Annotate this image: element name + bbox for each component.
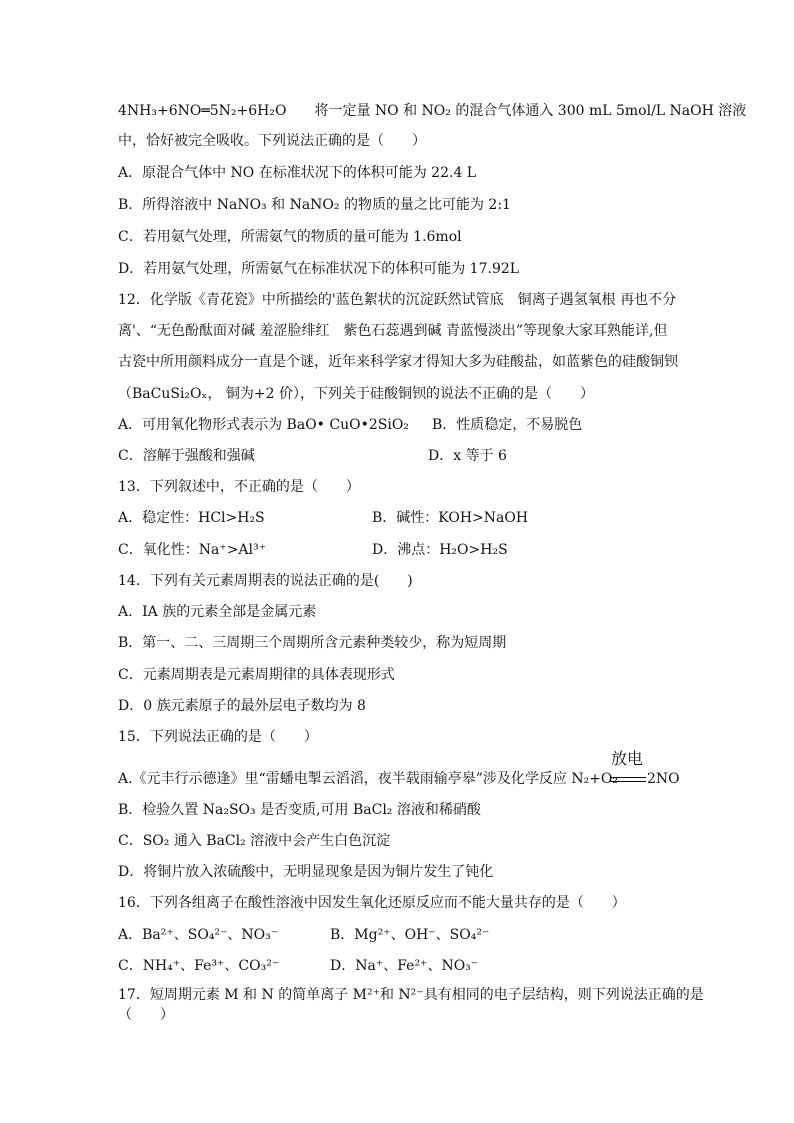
q14-option-d: D．0 族元素原子的最外层电子数均为 8 <box>118 698 366 714</box>
q15-stem: 15．下列说法正确的是（ ） <box>118 729 318 745</box>
q17-stem-line1: 17．短周期元素 M 和 N 的简单离子 M²⁺和 N²⁻具有相同的电子层结构，则下列说法正确的是 <box>118 987 704 1003</box>
q13-option-d: D．沸点：H₂O>H₂S <box>372 542 508 558</box>
q12-stem-line4: （BaCuSi₂Oₓ， 铜为+2 价），下列关于硅酸铜钡的说法不正确的是（ ） <box>118 386 594 402</box>
q15-option-b: B．检验久置 Na₂SO₃ 是否变质,可用 BaCl₂ 溶液和稀硝酸 <box>118 802 481 818</box>
q15-option-c: C．SO₂ 通入 BaCl₂ 溶液中会产生白色沉淀 <box>118 833 391 849</box>
q16-option-a: A．Ba²⁺、SO₄²⁻、NO₃⁻ <box>118 927 279 943</box>
q13-stem: 13．下列叙述中，不正确的是（ ） <box>118 479 360 495</box>
q16-option-c: C．NH₄⁺、Fe³⁺、CO₃²⁻ <box>118 958 280 974</box>
q11-option-c: C．若用氨气处理，所需氨气的物质的量可能为 1.6mol <box>118 229 462 245</box>
q14-option-b: B．第一、二、三周期三个周期所含元素种类较少，称为短周期 <box>118 635 507 651</box>
q14-option-c: C．元素周期表是元素周期律的具体表现形式 <box>118 667 395 683</box>
q15-option-a-text: A.《元丰行示德逢》里“雷蟠电掣云滔滔，夜半载雨输亭皋”涉及化学反应 N₂+O₂ <box>118 771 619 787</box>
q11-stem-line1: 4NH₃+6NO═5N₂+6H₂O 将一定量 NO 和 NO₂ 的混合气体通入 300 mL 5mol/L NaOH 溶液 <box>118 103 747 119</box>
q15-option-d: D．将铜片放入浓硫酸中，无明显现象是因为铜片发生了钝化 <box>118 864 494 880</box>
q12-stem-line1: 12．化学版《青花瓷》中所描绘的'蓝色絮状的沉淀跃然试管底 铜离子遇氢氧根 再也不分 <box>118 292 677 308</box>
q12-option-a: A．可用氧化物形式表示为 BaO• CuO•2SiO₂ <box>118 417 409 433</box>
q11-option-a: A．原混合气体中 NO 在标准状况下的体积可能为 22.4 L <box>118 165 477 181</box>
q13-option-b: B．碱性：KOH>NaOH <box>372 510 529 526</box>
q14-stem: 14．下列有关元素周期表的说法正确的是( ) <box>118 573 413 589</box>
q11-option-d: D．若用氨气处理，所需氨气在标准状况下的体积可能为 17.92L <box>118 261 520 277</box>
q12-option-d: D．x 等于 6 <box>428 448 507 464</box>
q11-stem-line2: 中，恰好被完全吸收。下列说法正确的是（ ） <box>118 133 426 149</box>
q13-option-a: A．稳定性：HCl>H₂S <box>118 510 265 526</box>
q16-stem: 16．下列各组离子在酸性溶液中因发生氧化还原反应而不能大量共存的是（ ） <box>118 895 626 911</box>
q16-option-d: D．Na⁺、Fe²⁺、NO₃⁻ <box>330 958 479 974</box>
q12-option-b: B．性质稳定，不易脱色 <box>432 417 583 433</box>
q14-option-a: A．IA 族的元素全部是金属元素 <box>118 604 317 620</box>
q16-option-b: B．Mg²⁺、OH⁻、SO₄²⁻ <box>330 927 490 943</box>
q13-option-c: C．氧化性：Na⁺>Al³⁺ <box>118 542 267 558</box>
q15-reaction-arrow <box>610 777 646 782</box>
q15-reaction-condition: 放电 <box>611 749 644 768</box>
q11-option-b: B．所得溶液中 NaNO₃ 和 NaNO₂ 的物质的量之比可能为 2:1 <box>118 197 511 213</box>
q17-stem-line2: （ ） <box>118 1007 174 1023</box>
q12-stem-line3: 古瓷中所用颜料成分一直是个谜，近年来科学家才得知大多为硅酸盐，如蓝紫色的硅酸铜钡 <box>118 354 678 370</box>
q12-stem-line2: 离'、“无色酚酞面对碱 羞涩脸绯红 紫色石蕊遇到碱 青蓝慢淡出”等现象大家耳熟能详,但 <box>118 323 668 339</box>
q12-option-c: C．溶解于强酸和强碱 <box>118 448 255 464</box>
q15-option-a-product: 2NO <box>647 771 680 787</box>
